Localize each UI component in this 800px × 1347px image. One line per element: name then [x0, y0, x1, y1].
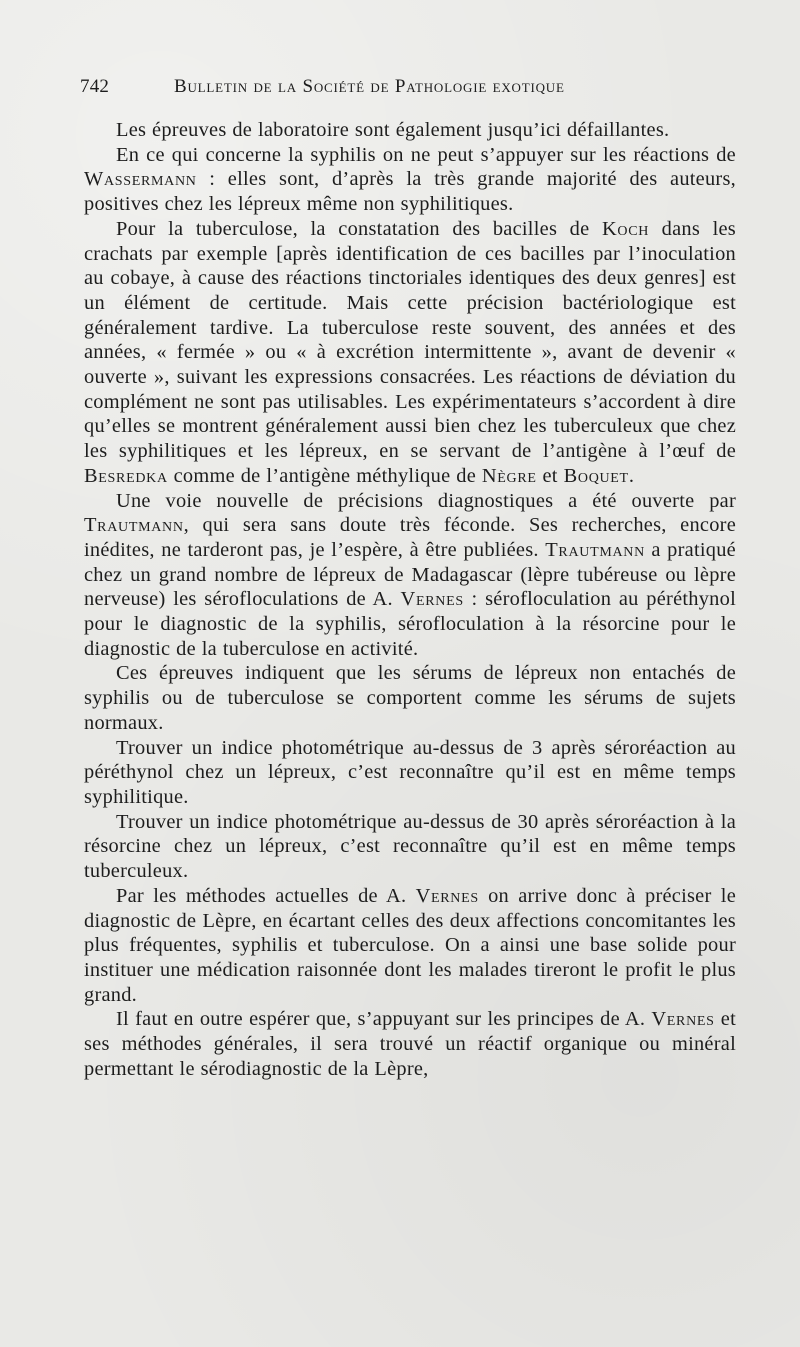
- paragraph-9-before: Il faut en outre espérer que, s’appuyant sur les principes de A.: [116, 1008, 652, 1031]
- paragraph-4-after: : sérofloculation au péréthynol pour le diagnostic de la syphilis, sérofloculation à la résorcine pour le diagnostic de la tuberculose en activité.: [84, 588, 736, 660]
- paragraph-5: [84, 661, 736, 735]
- paragraph-4: [84, 489, 736, 662]
- paragraph-6: [84, 736, 736, 810]
- author-name-negre: Nègre: [481, 464, 537, 487]
- paragraph-3-between-1: dans les crachats par exemple [après identification de ces bacilles par l’inoculation au cobaye, à cause des réactions tinctoriales identiques des deux genres] est un élément de certitude. Mais cette précision bactériologique est généralement tardive. La tuberculose reste souvent, des années et des années, « fermée » ou « à excrétion intermittente », avant de devenir « ouverte », suivant les expressions consacrées. Les réactions de déviation du complément ne sont pas utilisables. Les expérimentateurs s’accordent à dire qu’elles se montrent généralement aussi bien chez les tuberculeux que chez les syphilitiques et les lépreux, en se servant de l’antigène à l’œuf de: [84, 217, 736, 463]
- running-head: Bulletin de la Société de Pathologie exotique: [174, 76, 565, 97]
- paragraph-5-text: Ces épreuves indiquent que les sérums de lépreux non entachés de syphilis ou de tuberculose se comportent comme les sérums de sujets normaux.: [84, 662, 736, 734]
- paragraph-4-between-2: a pratiqué chez un grand nombre de lépreux de Madagascar (lèpre tubéreuse ou lèpre nerveuse) les sérofloculations de A.: [84, 538, 736, 611]
- paragraph-8: [84, 884, 736, 1008]
- author-name-koch: Koch: [602, 217, 650, 240]
- paragraph-1-text: Les épreuves de laboratoire sont également jusqu’ici défaillantes.: [116, 119, 670, 141]
- paragraph-3-before: Pour la tuberculose, la constatation des bacilles de: [116, 217, 602, 240]
- paragraph-2: [84, 143, 736, 217]
- paragraph-4-between-1: , qui sera sans doute très féconde. Ses recherches, encore inédites, ne tarderont pas, je l’espère, à être publiées.: [84, 514, 736, 561]
- paragraph-3-after: .: [628, 464, 635, 487]
- article-body: [84, 118, 736, 1081]
- paragraph-6-text: Trouver un indice photométrique au-dessus de 3 après séroréaction au péréthynol chez un lépreux, c’est reconnaître qu’il est en même temps syphilitique.: [84, 736, 736, 808]
- author-name-vernes-2: Vernes: [415, 884, 479, 907]
- paragraph-3: [84, 217, 736, 489]
- page-header: [80, 76, 720, 100]
- paragraph-7-text: Trouver un indice photométrique au-dessus de 30 après séroréaction à la résorcine chez un lépreux, c’est reconnaître qu’il est en même temps tuberculeux.: [84, 810, 736, 883]
- paragraph-8-before: Par les méthodes actuelles de A.: [116, 884, 416, 907]
- paragraph-3-between-2: comme de l’antigène méthylique de: [167, 464, 482, 487]
- paragraph-2-before: En ce qui concerne la syphilis on ne peut s’appuyer sur les réactions de: [116, 143, 736, 166]
- paragraph-1: [84, 118, 736, 143]
- paragraph-8-after: on arrive donc à préciser le diagnostic de Lèpre, en écartant celles des deux affections concomitantes les plus fréquentes, syphilis et tuberculose. On a ainsi une base solide pour instituer une médication raisonnée dont les malades tireront le profit le plus grand.: [84, 884, 736, 1006]
- author-name-trautmann-2: Trautmann: [545, 538, 645, 561]
- author-name-wassermann: Wassermann: [84, 168, 197, 191]
- author-name-vernes: Vernes: [400, 588, 464, 611]
- paragraph-9: [84, 1007, 736, 1081]
- page-number: 742: [80, 76, 110, 97]
- author-name-besredka: Besredka: [84, 464, 168, 487]
- author-name-trautmann-1: Trautmann: [84, 514, 184, 537]
- author-name-boquet: Boquet: [563, 464, 629, 487]
- paragraph-4-before: Une voie nouvelle de précisions diagnostiques a été ouverte par: [116, 489, 736, 512]
- paragraph-2-after: : elles sont, d’après la très grande majorité des auteurs, positives chez les lépreux même non syphilitiques.: [84, 168, 736, 216]
- paragraph-7: [84, 810, 736, 884]
- paragraph-3-between-3: et: [536, 464, 564, 487]
- paragraph-9-after: et ses méthodes générales, il sera trouvé un réactif organique ou minéral permettant le sérodiagnostic de la Lèpre,: [84, 1008, 736, 1080]
- author-name-vernes-3: Vernes: [651, 1008, 715, 1031]
